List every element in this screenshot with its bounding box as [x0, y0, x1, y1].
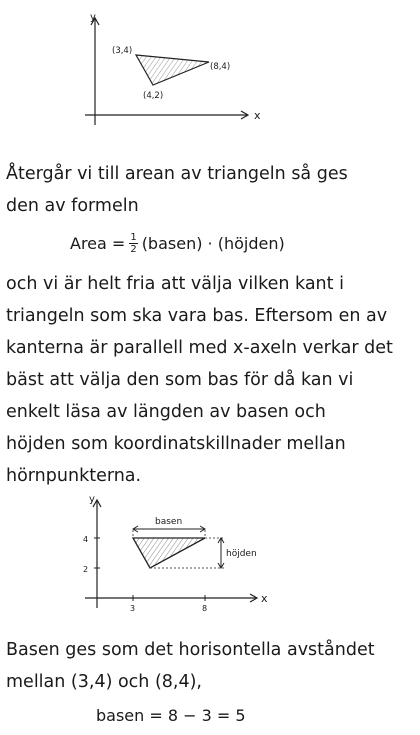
- paragraph-base: [6, 634, 406, 698]
- text-line: Återgår vi till arean av triangeln så ges: [6, 164, 348, 184]
- y-axis-label: y: [89, 494, 95, 505]
- area-formula: [70, 232, 285, 255]
- x-tick-label: 8: [202, 604, 208, 613]
- fraction-one-half: [129, 232, 137, 255]
- text-line: hörnpunkterna.: [6, 466, 142, 486]
- figure-triangle-coordinates: [70, 5, 270, 130]
- text-line: den av formeln: [6, 196, 139, 216]
- triangle-plot-1: [70, 5, 270, 130]
- text-line: kanterna är parallell med x-axeln verkar det: [6, 338, 393, 358]
- text-line: enkelt läsa av längden av basen och: [6, 402, 326, 422]
- text-line: mellan (3,4) och (8,4),: [6, 672, 202, 692]
- fraction-numerator: 1: [130, 232, 137, 243]
- fraction-denominator: 2: [130, 244, 137, 255]
- x-axis-label: x: [261, 592, 268, 605]
- paragraph-intro: [6, 158, 406, 222]
- text-line: Basen ges som det horisontella avståndet: [6, 640, 375, 660]
- y-axis-label: y: [90, 12, 96, 23]
- triangle-shape: [133, 538, 205, 568]
- figure-base-height: [75, 490, 275, 615]
- triangle-shape: [136, 55, 209, 85]
- base-equation: basen = 8 − 3 = 5: [96, 706, 246, 725]
- formula-rhs: (basen) · (höjden): [141, 234, 285, 253]
- vertex-label-a: (3,4): [112, 46, 133, 56]
- base-label: basen: [155, 517, 183, 527]
- text-line: triangeln som ska vara bas. Eftersom en av: [6, 306, 388, 326]
- text-line: och vi är helt fria att välja vilken kant i: [6, 274, 344, 294]
- paragraph-explanation: [6, 268, 406, 492]
- y-tick-label: 4: [83, 535, 89, 544]
- x-axis-label: x: [254, 109, 261, 122]
- text-line: bäst att välja den som bas för då kan vi: [6, 370, 354, 390]
- text-line: höjden som koordinatskillnader mellan: [6, 434, 346, 454]
- formula-lhs: Area =: [70, 234, 126, 253]
- height-label: höjden: [226, 549, 257, 559]
- triangle-plot-2: [75, 490, 275, 615]
- vertex-label-c: (4,2): [143, 91, 164, 101]
- vertex-label-b: (8,4): [210, 62, 231, 72]
- x-tick-label: 3: [130, 604, 136, 613]
- y-tick-label: 2: [83, 565, 89, 574]
